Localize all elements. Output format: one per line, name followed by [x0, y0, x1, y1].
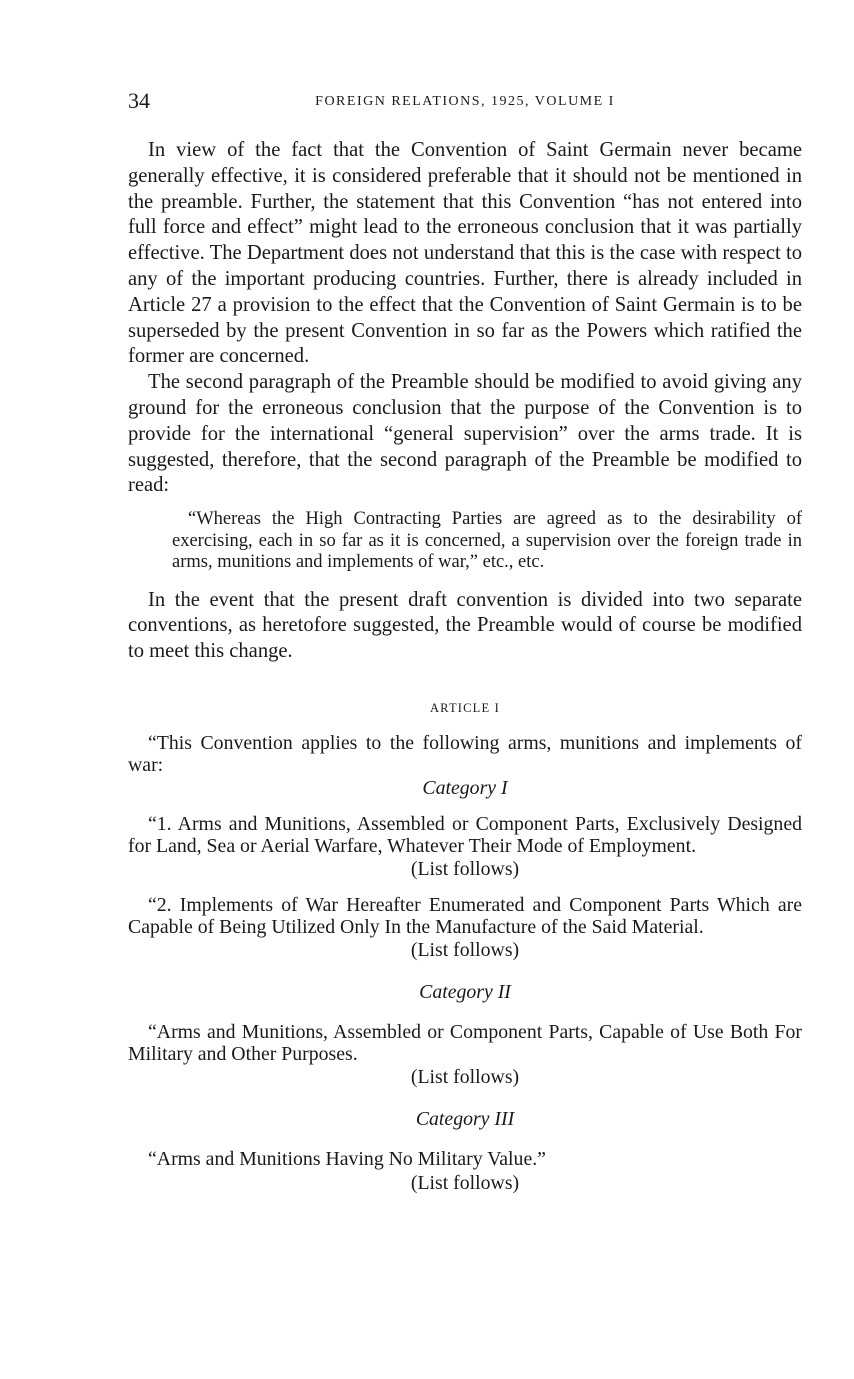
- category-3-list-follows: (List follows): [410, 1171, 520, 1194]
- quoted-preamble: “Whereas the High Contracting Parties are agreed as to the desirability of exercising, each in so far as it is concerned, a supervision over the foreign trade in arms, munitions and implements of war,” etc., etc.: [172, 509, 802, 573]
- item-1-list-follows: (List follows): [410, 858, 520, 881]
- running-head: FOREIGN RELATIONS, 1925, VOLUME I: [315, 94, 615, 109]
- page-number: 34: [128, 88, 150, 113]
- article-intro: “This Convention applies to the following arms, munitions and implements of war:: [128, 732, 802, 776]
- paragraph-saint-germain: In view of the fact that the Convention of Saint Germain never became generally effective, it is considered preferable that it should not be mentioned in the preamble. Further, the statement that this Convention “has not entered into full force and effect” might lead to the erroneous conclusion that it was partially effective. The Department does not understand that this is the case with respect to any of the important producing countries. Further, there is already included in Article 27 a provision to the effect that the Convention of Saint Germain is to be superseded by the present Convention in so far as the Powers which ratified the former are concerned.: [128, 139, 802, 368]
- category-1-item-2: “2. Implements of War Hereafter Enumerated and Component Parts Which are Capable of Being Utilized Only In the Manufacture of the Said Material.: [128, 894, 802, 938]
- category-1-item-1: “1. Arms and Munitions, Assembled or Component Parts, Exclusively Designed for Land, Sea or Aerial Warfare, Whatever Their Mode of Employment.: [128, 813, 802, 857]
- category-2-title: Category II: [419, 981, 511, 1004]
- category-3-title: Category III: [415, 1108, 515, 1131]
- category-1-title: Category I: [422, 777, 508, 800]
- paragraph-separate-conventions: In the event that the present draft convention is divided into two separate conventions, as heretofore suggested, the Preamble would of course be modified to meet this change.: [128, 588, 802, 663]
- document-page: [128, 88, 802, 1195]
- paragraph-preamble: The second paragraph of the Preamble should be modified to avoid giving any ground for the erroneous conclusion that the purpose of the Convention is to provide for the international “general supervision” over the arms trade. It is suggested, therefore, that the second paragraph of the Preamble be modified to read:: [128, 371, 802, 497]
- page-header: [128, 88, 802, 118]
- category-2-list-follows: (List follows): [410, 1066, 520, 1089]
- category-2-text: “Arms and Munitions, Assembled or Component Parts, Capable of Use Both For Military and Other Purposes.: [128, 1021, 802, 1065]
- category-3-text: “Arms and Munitions Having No Military Value.”: [148, 1148, 546, 1171]
- item-2-list-follows: (List follows): [410, 939, 520, 962]
- article-heading: ARTICLE I: [429, 701, 501, 716]
